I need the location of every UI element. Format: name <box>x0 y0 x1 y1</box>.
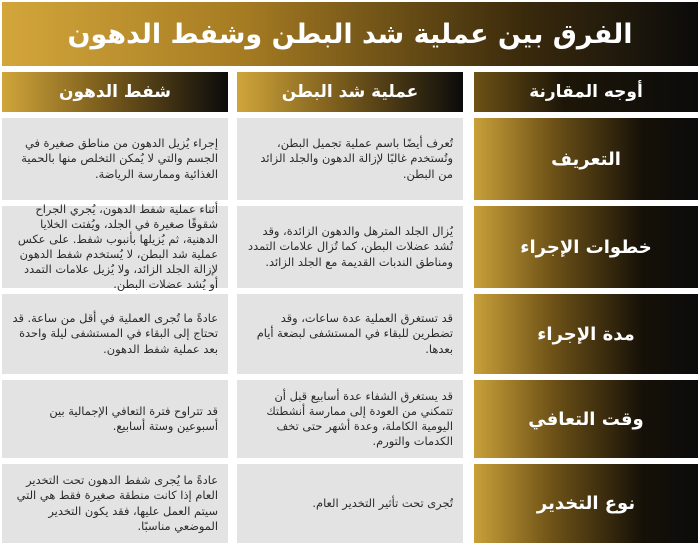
row-label-anesthesia-type: نوع التخدير <box>474 464 698 543</box>
cell-tummy-tuck-recovery-time: قد يستغرق الشفاء عدة أسابيع قبل أن تتمكني من العودة إلى ممارسة أنشطتك اليومية الكاملة، وعدة أشهر حتى تخف الكدمات والتورم. <box>237 380 463 458</box>
cell-liposuction-procedure-steps: أثناء عملية شفط الدهون، يُجري الجراح شقوقًا صغيرة في الجلد، ويُفتت الخلايا الدهنية، ثم يُزيلها بأنبوب شفط. على عكس عملية شد البطن، لا يُستخدم شفط الدهون لإزالة الجلد الزائد، ولا يُزيل علامات التمدد أو يُشد عضلات البطن. <box>2 206 228 288</box>
page-title: الفرق بين عملية شد البطن وشفط الدهون <box>67 18 633 50</box>
header-aspects: أوجه المقارنة <box>474 72 698 112</box>
header-liposuction: شفط الدهون <box>2 72 228 112</box>
cell-tummy-tuck-procedure-steps: يُزال الجلد المترهل والدهون الزائدة، وقد تُشد عضلات البطن، كما تُزال علامات التمدد ومناطق الندبات القديمة مع الجلد الزائد. <box>237 206 463 288</box>
cell-tummy-tuck-duration: قد تستغرق العملية عدة ساعات، وقد تضطرين للبقاء في المستشفى لبضعة أيام بعدها. <box>237 294 463 374</box>
row-label-recovery-time: وقت التعافي <box>474 380 698 458</box>
cell-liposuction-recovery-time: قد تتراوح فترة التعافي الإجمالية بين أسبوعين وستة أسابيع. <box>2 380 228 458</box>
cell-tummy-tuck-anesthesia-type: تُجرى تحت تأثير التخدير العام. <box>237 464 463 543</box>
title-banner <box>2 2 698 66</box>
row-label-procedure-steps: خطوات الإجراء <box>474 206 698 288</box>
cell-tummy-tuck-definition: تُعرف أيضًا باسم عملية تجميل البطن، وتُستخدم غالبًا لإزالة الدهون والجلد الزائد من البطن. <box>237 118 463 200</box>
row-label-definition: التعريف <box>474 118 698 200</box>
cell-liposuction-anesthesia-type: عادةً ما يُجرى شفط الدهون تحت التخدير العام إذا كانت منطقة صغيرة فقط هي التي سيتم العمل عليها، فقد يكون التخدير الموضعي مناسبًا. <box>2 464 228 543</box>
header-tummy-tuck: عملية شد البطن <box>237 72 463 112</box>
row-label-duration: مدة الإجراء <box>474 294 698 374</box>
cell-liposuction-definition: إجراء يُزيل الدهون من مناطق صغيرة في الجسم والتي لا يُمكن التخلص منها بالحمية الغذائية وممارسة الرياضة. <box>2 118 228 200</box>
cell-liposuction-duration: عادةً ما تُجرى العملية في أقل من ساعة. قد تحتاج إلى البقاء في المستشفى ليلة واحدة بعد عملية شفط الدهون. <box>2 294 228 374</box>
